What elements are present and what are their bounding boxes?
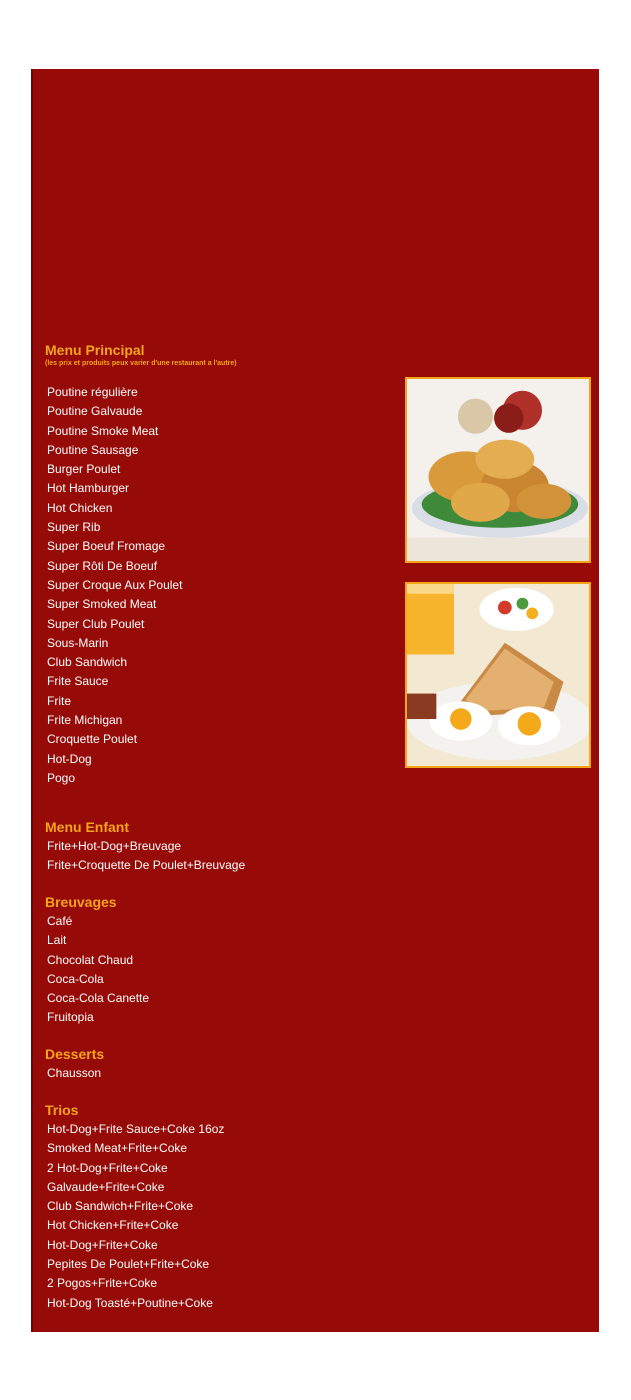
- menu-item: Sous-Marin: [47, 635, 109, 650]
- menu-item: Burger Poulet: [47, 462, 121, 477]
- menu-item: Coca-Cola Canette: [47, 991, 150, 1006]
- menu-item: Frite+Croquette De Poulet+Breuvage: [47, 858, 246, 873]
- menu-item: Coca-Cola: [47, 971, 104, 986]
- menu-item: Chausson: [47, 1066, 102, 1080]
- menu-item: Frite Michigan: [47, 713, 123, 728]
- menu-item: Croquette Poulet: [47, 732, 138, 747]
- kids-menu-list: [47, 837, 245, 876]
- trios-heading: Trios: [45, 1102, 79, 1118]
- menu-item: Hot Hamburger: [47, 481, 130, 496]
- main-menu-list: [47, 383, 182, 788]
- menu-item: Poutine Sausage: [47, 442, 139, 457]
- menu-item: Frite+Hot-Dog+Breuvage: [47, 839, 182, 853]
- menu-item: Hot-Dog Toasté+Poutine+Coke: [47, 1295, 213, 1310]
- menu-item: Frite Sauce: [47, 674, 109, 689]
- trios-list: [47, 1120, 224, 1313]
- menu-item: Super Boeuf Fromage: [47, 539, 166, 554]
- menu-item: Poutine régulière: [47, 385, 138, 399]
- menu-item: Hot Chicken: [47, 500, 113, 515]
- menu-item: Pepites De Poulet+Frite+Coke: [47, 1257, 210, 1272]
- menu-item: Super Rôti De Boeuf: [47, 558, 158, 573]
- menu-panel: [31, 69, 599, 1332]
- breakfast-toast-eggs-photo: [405, 582, 591, 768]
- menu-item: Super Rib: [47, 520, 101, 535]
- menu-item: Poutine Galvaude: [47, 404, 143, 419]
- menu-item: Fruitopia: [47, 1010, 94, 1025]
- menu-item: Hot Chicken+Frite+Coke: [47, 1218, 179, 1233]
- desserts-list: [47, 1064, 101, 1083]
- menu-item: Super Croque Aux Poulet: [47, 577, 183, 592]
- drinks-list: [47, 912, 149, 1028]
- menu-item: 2 Hot-Dog+Frite+Coke: [47, 1160, 168, 1175]
- menu-item: Hot-Dog: [47, 751, 92, 766]
- chicken-nuggets-photo: [405, 377, 591, 563]
- main-menu-heading: Menu Principal: [45, 342, 145, 358]
- kids-menu-heading: Menu Enfant: [45, 819, 129, 835]
- menu-item: Club Sandwich: [47, 655, 128, 670]
- menu-item: 2 Pogos+Frite+Coke: [47, 1276, 158, 1291]
- menu-item: Pogo: [47, 770, 76, 785]
- menu-item: Hot-Dog+Frite Sauce+Coke 16oz: [47, 1122, 225, 1136]
- menu-item: Chocolat Chaud: [47, 952, 134, 967]
- menu-item: Hot-Dog+Frite+Coke: [47, 1237, 158, 1252]
- main-menu-note: (les prix et produits peux varier d'une restaurant a l'autre): [45, 360, 237, 367]
- menu-item: Super Club Poulet: [47, 616, 145, 631]
- menu-item: Smoked Meat+Frite+Coke: [47, 1141, 188, 1156]
- desserts-heading: Desserts: [45, 1046, 105, 1062]
- menu-item: Café: [47, 914, 73, 928]
- menu-item: Poutine Smoke Meat: [47, 423, 159, 438]
- menu-item: Super Smoked Meat: [47, 597, 157, 612]
- menu-item: Club Sandwich+Frite+Coke: [47, 1199, 194, 1214]
- menu-item: Galvaude+Frite+Coke: [47, 1179, 165, 1194]
- menu-item: Lait: [47, 933, 67, 948]
- menu-item: Frite: [47, 693, 71, 708]
- drinks-heading: Breuvages: [45, 894, 117, 910]
